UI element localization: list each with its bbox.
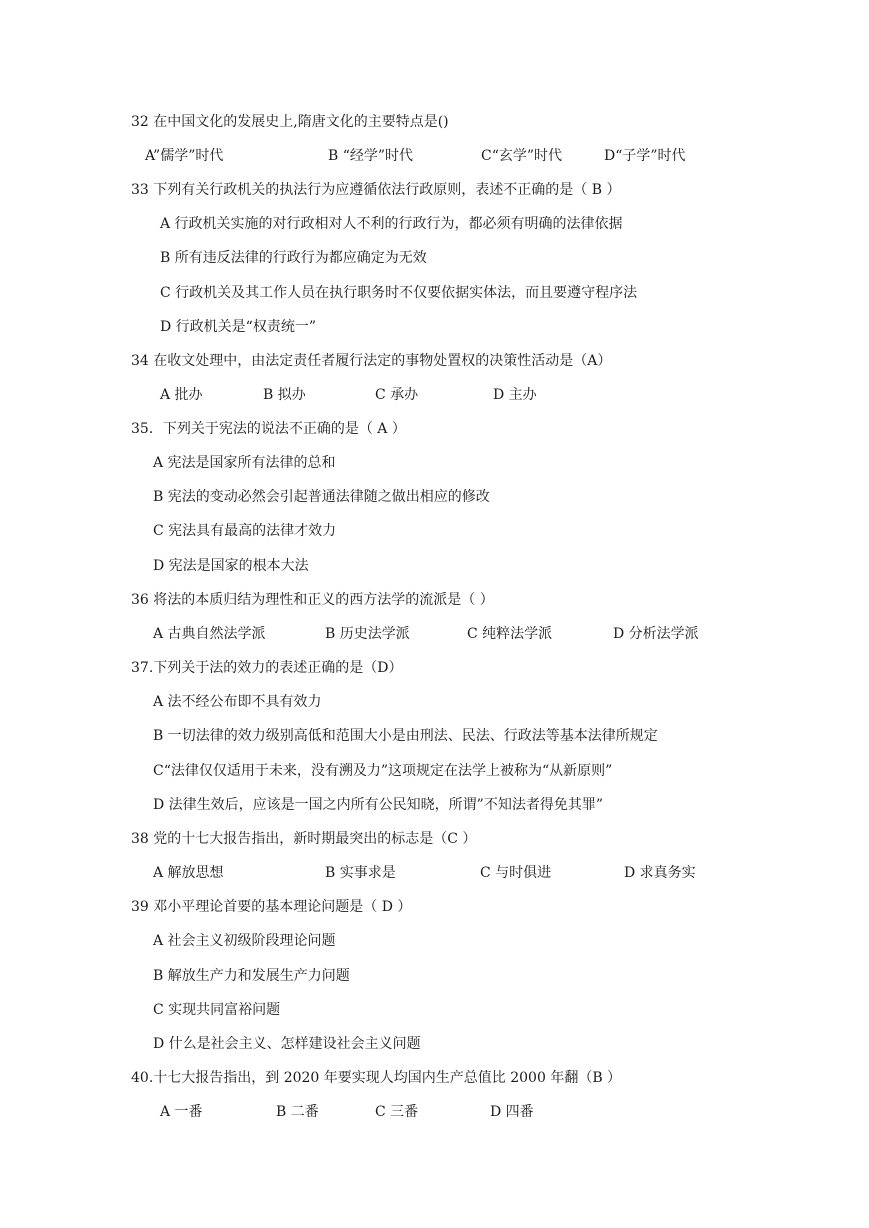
option: A 一番 — [160, 1104, 203, 1120]
option: A”儒学”时代 — [145, 148, 224, 164]
option: C 三番 — [375, 1104, 419, 1120]
option: B 二番 — [276, 1104, 319, 1120]
option-row — [0, 385, 869, 405]
option: D 法律生效后，应该是一国之内所有公民知晓，所谓”不知法者得免其罪” — [153, 797, 603, 813]
question-stem: 36 将法的本质归结为理性和正义的西方法学的流派是（ ） — [131, 592, 494, 608]
option: B 历史法学派 — [325, 626, 410, 642]
option-row — [0, 1102, 869, 1122]
option: A 批办 — [160, 387, 203, 403]
option: C 与时俱进 — [480, 865, 552, 881]
option: B 宪法的变动必然会引起普通法律随之做出相应的修改 — [153, 489, 490, 505]
question-stem: 38 党的十七大报告指出，新时期最突出的标志是（C ） — [131, 831, 477, 847]
option: B 一切法律的效力级别高低和范围大小是由刑法、民法、行政法等基本法律所规定 — [153, 728, 658, 744]
option: A 行政机关实施的对行政相对人不利的行政行为，都必须有明确的法律依据 — [160, 216, 623, 232]
option: D 主办 — [493, 387, 537, 403]
question-stem: 32 在中国文化的发展史上,隋唐文化的主要特点是() — [131, 114, 449, 130]
option: D 四番 — [490, 1104, 534, 1120]
option: A 宪法是国家所有法律的总和 — [153, 455, 336, 471]
option: A 古典自然法学派 — [153, 626, 266, 642]
option: B 所有违反法律的行政行为都应确定为无效 — [160, 250, 427, 266]
option: D 什么是社会主义、怎样建设社会主义问题 — [153, 1036, 421, 1052]
option: A 法不经公布即不具有效力 — [153, 694, 322, 710]
option: C 实现共同富裕问题 — [153, 1002, 281, 1018]
option: B 实事求是 — [325, 865, 396, 881]
option-row — [0, 863, 869, 883]
option: C 宪法具有最高的法律才效力 — [153, 523, 337, 539]
question-stem: 35．下列关于宪法的说法不正确的是（ A ） — [131, 421, 406, 437]
option: C“法律仅仅适用于未来，没有溯及力”这项规定在法学上被称为“从新原则” — [153, 763, 613, 779]
option: B 解放生产力和发展生产力问题 — [153, 968, 350, 984]
option: B 拟办 — [263, 387, 306, 403]
question-stem: 40.十七大报告指出，到 2020 年要实现人均国内生产总值比 2000 年翻（B ） — [131, 1070, 622, 1086]
option: D“子学”时代 — [604, 148, 686, 164]
option: B “经学”时代 — [328, 148, 414, 164]
option: D 分析法学派 — [613, 626, 699, 642]
option: D 求真务实 — [624, 865, 696, 881]
option: D 宪法是国家的根本大法 — [153, 558, 309, 574]
option: D 行政机关是“权责统一” — [160, 319, 316, 335]
option-row — [0, 146, 869, 166]
option: C“玄学”时代 — [481, 148, 563, 164]
option: A 社会主义初级阶段理论问题 — [153, 933, 336, 949]
option: C 行政机关及其工作人员在执行职务时不仅要依据实体法，而且要遵守程序法 — [160, 285, 638, 301]
question-stem: 37.下列关于法的效力的表述正确的是（D） — [131, 660, 403, 676]
option: C 纯粹法学派 — [467, 626, 553, 642]
question-stem: 34 在收文处理中，由法定责任者履行法定的事物处置权的决策性活动是（A） — [131, 353, 612, 369]
question-stem: 39 邓小平理论首要的基本理论问题是（ D ） — [131, 899, 412, 915]
option-row — [0, 624, 869, 644]
option: A 解放思想 — [153, 865, 224, 881]
question-stem: 33 下列有关行政机关的执法行为应遵循依法行政原则，表述不正确的是（ B ） — [131, 182, 621, 198]
option: C 承办 — [375, 387, 419, 403]
